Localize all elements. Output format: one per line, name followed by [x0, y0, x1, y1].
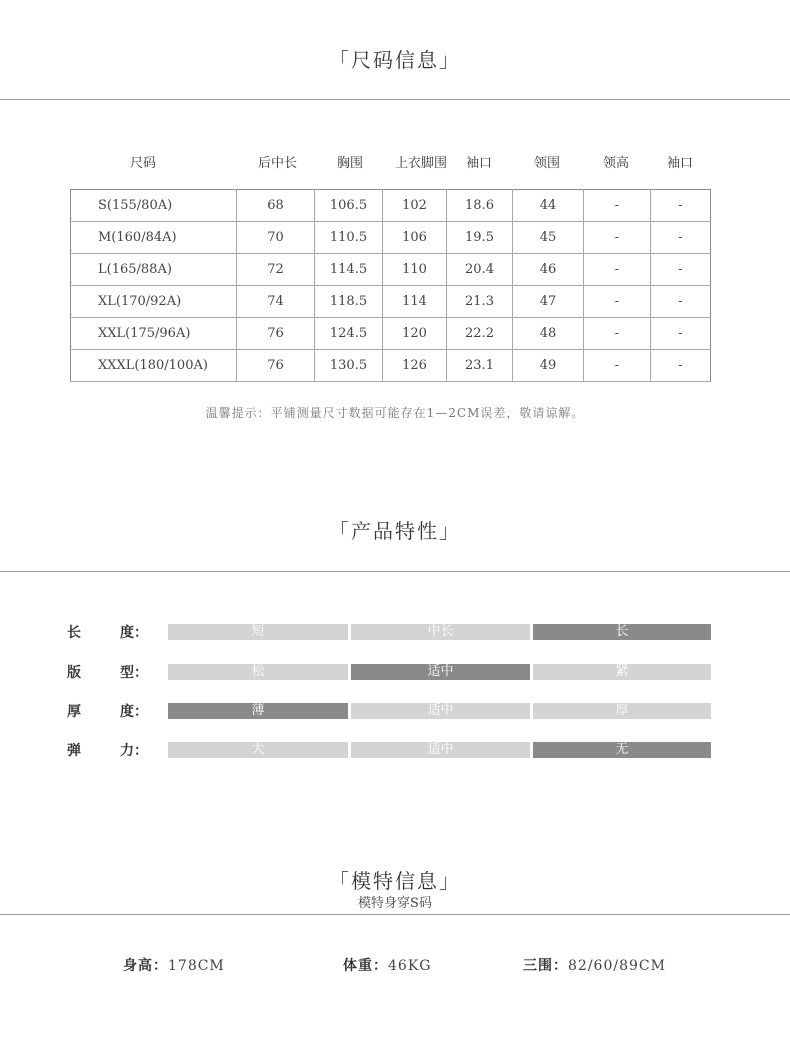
header-back-length: 后中长 — [258, 156, 298, 171]
size-cell-value: - — [651, 286, 711, 318]
size-cell-label: L(165/88A) — [71, 254, 237, 286]
feature-label-suffix: 型： — [120, 665, 148, 681]
size-cell-value: 22.2 — [447, 318, 513, 350]
size-cell-label: XXL(175/96A) — [71, 318, 237, 350]
size-cell-value: - — [651, 350, 711, 382]
header-neck: 领围 — [534, 156, 561, 171]
feature-option: 适中 — [351, 703, 530, 719]
size-cell-value: 102 — [383, 190, 447, 222]
size-cell-value: 46 — [513, 254, 584, 286]
feature-section-divider — [0, 571, 790, 572]
feature-option: 大 — [168, 742, 348, 758]
size-cell-value: 124.5 — [315, 318, 383, 350]
size-cell-value: 110 — [383, 254, 447, 286]
size-cell-value: - — [584, 254, 651, 286]
size-cell-value: - — [584, 350, 651, 382]
size-cell-value: 47 — [513, 286, 584, 318]
feature-row — [0, 624, 790, 640]
model-measurements-label: 三围： — [523, 958, 568, 974]
size-cell-value: 70 — [237, 222, 315, 254]
size-cell-value: - — [651, 222, 711, 254]
header-chest: 胸围 — [337, 156, 364, 171]
model-subtitle: 模特身穿S码 — [358, 896, 432, 911]
size-cell-value: 120 — [383, 318, 447, 350]
size-cell-label: XXXL(180/100A) — [71, 350, 237, 382]
size-cell-value: 126 — [383, 350, 447, 382]
header-cuff: 袖口 — [466, 156, 493, 171]
feature-option: 厚 — [533, 703, 711, 719]
feature-option-selected: 薄 — [168, 703, 348, 719]
size-cell-value: 76 — [237, 350, 315, 382]
feature-label-suffix: 度： — [120, 625, 148, 641]
feature-option: 松 — [168, 664, 348, 680]
header-size: 尺码 — [130, 156, 157, 171]
size-cell-value: 68 — [237, 190, 315, 222]
model-measurements-value: 82/60/89CM — [568, 958, 666, 974]
header-hem: 上衣脚围 — [395, 156, 448, 171]
size-cell-label: S(155/80A) — [71, 190, 237, 222]
model-height — [123, 955, 225, 975]
feature-option: 紧 — [533, 664, 711, 680]
size-cell-value: 49 — [513, 350, 584, 382]
feature-row — [0, 664, 790, 680]
size-cell-value: 18.6 — [447, 190, 513, 222]
size-cell-label: M(160/84A) — [71, 222, 237, 254]
feature-option: 中长 — [351, 624, 530, 640]
feature-row — [0, 742, 790, 758]
size-cell-value: 118.5 — [315, 286, 383, 318]
size-section-title: 「尺码信息」 — [329, 48, 461, 72]
size-cell-value: 76 — [237, 318, 315, 350]
feature-label-suffix: 度： — [120, 704, 148, 720]
size-cell-value: 106.5 — [315, 190, 383, 222]
feature-option-selected: 长 — [533, 624, 711, 640]
size-table-row — [71, 286, 711, 318]
model-weight — [343, 955, 431, 975]
feature-label-suffix: 力： — [120, 743, 148, 759]
size-table-row — [71, 350, 711, 382]
model-section-divider — [0, 914, 790, 915]
feature-option: 适中 — [351, 742, 530, 758]
size-table-row — [71, 222, 711, 254]
size-cell-value: 106 — [383, 222, 447, 254]
size-table-row — [71, 254, 711, 286]
size-cell-value: 114 — [383, 286, 447, 318]
size-cell-label: XL(170/92A) — [71, 286, 237, 318]
header-cuff-2: 袖口 — [667, 156, 694, 171]
size-cell-value: - — [584, 318, 651, 350]
feature-option: 短 — [168, 624, 348, 640]
size-cell-value: - — [651, 190, 711, 222]
model-weight-value: 46KG — [388, 958, 432, 974]
measurement-tip: 温馨提示：平铺测量尺寸数据可能存在1—2CM误差，敬请谅解。 — [205, 406, 585, 420]
model-height-value: 178CM — [168, 958, 225, 974]
size-cell-value: 74 — [237, 286, 315, 318]
feature-label-char: 版 — [67, 665, 81, 681]
feature-label-char: 弹 — [67, 743, 81, 759]
size-table — [70, 189, 711, 382]
size-cell-value: - — [584, 222, 651, 254]
size-cell-value: 44 — [513, 190, 584, 222]
size-cell-value: 72 — [237, 254, 315, 286]
size-table-row — [71, 190, 711, 222]
header-collar-height: 领高 — [603, 156, 630, 171]
size-cell-value: 20.4 — [447, 254, 513, 286]
size-cell-value: 45 — [513, 222, 584, 254]
feature-label-char: 厚 — [67, 704, 81, 720]
model-section-title: 「模特信息」 — [329, 869, 461, 893]
size-cell-value: 21.3 — [447, 286, 513, 318]
size-cell-value: - — [651, 318, 711, 350]
size-section-divider — [0, 99, 790, 100]
size-cell-value: - — [651, 254, 711, 286]
size-cell-value: 19.5 — [447, 222, 513, 254]
size-cell-value: 130.5 — [315, 350, 383, 382]
feature-label-char: 长 — [67, 625, 81, 641]
feature-option-selected: 适中 — [351, 664, 530, 680]
feature-row — [0, 703, 790, 719]
model-measurements — [523, 955, 666, 975]
feature-section-title: 「产品特性」 — [329, 519, 461, 543]
size-table-row — [71, 318, 711, 350]
feature-option-selected: 无 — [533, 742, 711, 758]
size-cell-value: 114.5 — [315, 254, 383, 286]
size-cell-value: - — [584, 190, 651, 222]
size-cell-value: - — [584, 286, 651, 318]
size-cell-value: 48 — [513, 318, 584, 350]
size-cell-value: 23.1 — [447, 350, 513, 382]
model-height-label: 身高： — [123, 958, 168, 974]
model-weight-label: 体重： — [343, 958, 388, 974]
size-cell-value: 110.5 — [315, 222, 383, 254]
